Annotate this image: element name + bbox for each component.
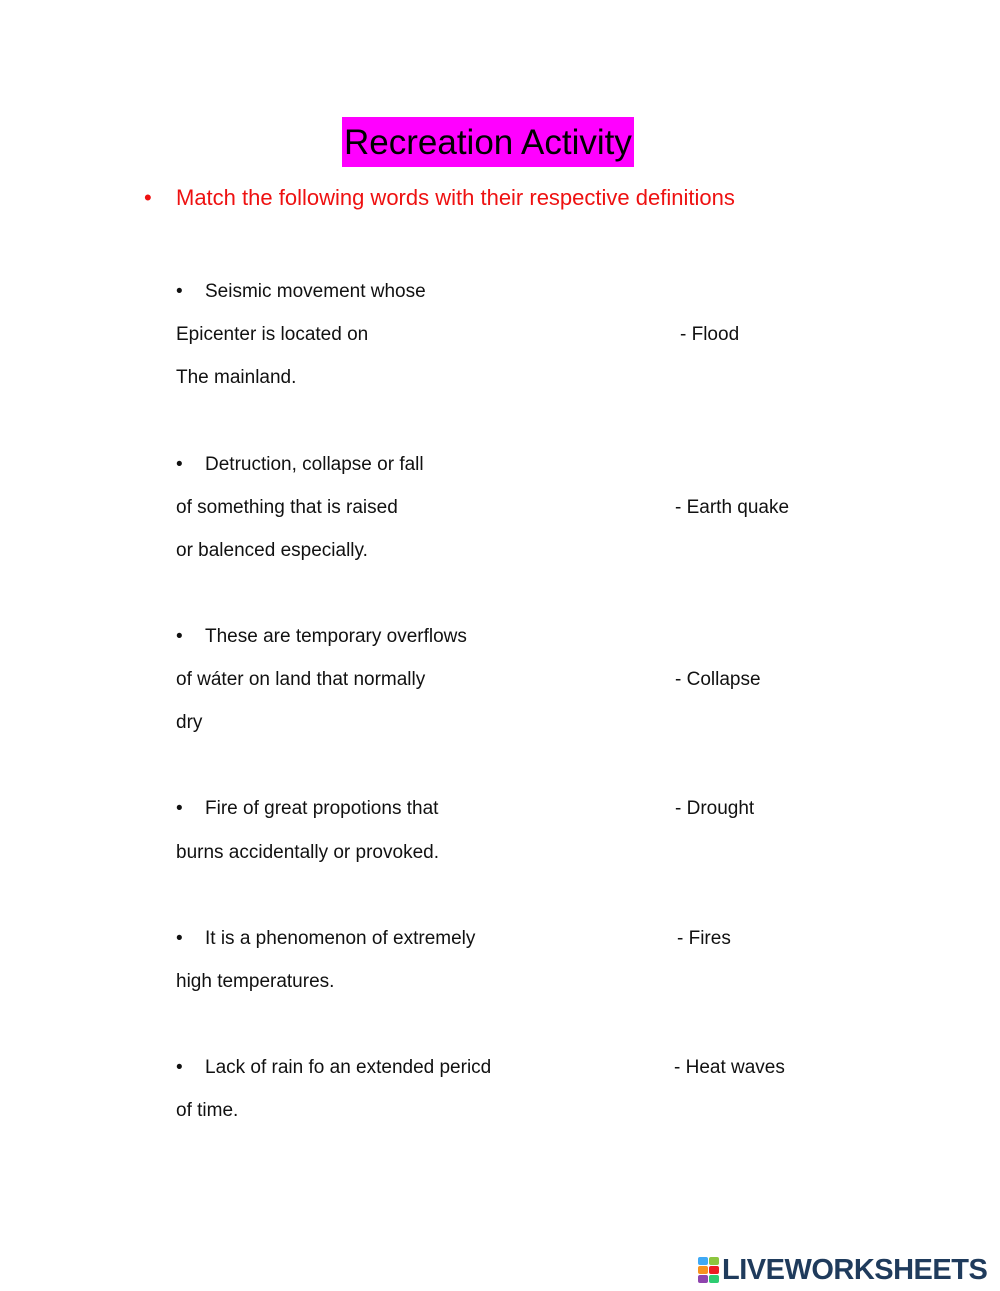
match-option-fires[interactable]: - Fires: [677, 928, 731, 949]
bullet-icon: •: [176, 454, 183, 475]
bullet-icon: •: [176, 281, 183, 302]
definition-2-line-2: of something that is raised: [176, 497, 398, 518]
match-option-earth-quake[interactable]: - Earth quake: [675, 497, 790, 518]
match-option-heat-waves[interactable]: - Heat waves: [674, 1057, 785, 1078]
definition-2-line-3: or balenced especially.: [176, 540, 368, 561]
definition-1-line-1: • Seismic movement whose: [176, 281, 426, 302]
definition-1-line-2: Epicenter is located on: [176, 324, 369, 345]
liveworksheets-logo-icon: [698, 1257, 719, 1283]
definition-4-line-2: burns accidentally or provoked.: [176, 842, 439, 863]
definition-3-line-2: of wáter on land that normally: [176, 669, 426, 690]
bullet-icon: •: [144, 185, 152, 210]
definition-2-line-1: • Detruction, collapse or fall: [176, 454, 424, 475]
bullet-icon: •: [176, 1057, 183, 1078]
page-title: Recreation Activity: [342, 117, 634, 167]
bullet-icon: •: [176, 798, 183, 819]
definition-6-line-2: of time.: [176, 1100, 239, 1121]
definition-4-line-1: • Fire of great propotions that: [176, 798, 439, 819]
definition-5-line-2: high temperatures.: [176, 971, 335, 992]
instruction: [144, 185, 735, 211]
definition-5-line-1: • It is a phenomenon of extremely: [176, 928, 476, 949]
bullet-icon: •: [176, 626, 183, 647]
liveworksheets-logo[interactable]: [698, 1254, 987, 1286]
match-option-drought[interactable]: - Drought: [675, 798, 755, 819]
definition-6-line-1: • Lack of rain fo an extended pericd: [176, 1057, 492, 1078]
instruction-text: Match the following words with their respective definitions: [176, 185, 735, 210]
match-option-flood[interactable]: - Flood: [680, 324, 740, 345]
match-option-collapse[interactable]: - Collapse: [675, 669, 761, 690]
definition-3-line-1: • These are temporary overflows: [176, 626, 467, 647]
definition-3-line-3: dry: [176, 712, 203, 733]
brand-name: LIVEWORKSHEETS: [722, 1253, 988, 1286]
bullet-icon: •: [176, 928, 183, 949]
definition-1-line-3: The mainland.: [176, 367, 297, 388]
